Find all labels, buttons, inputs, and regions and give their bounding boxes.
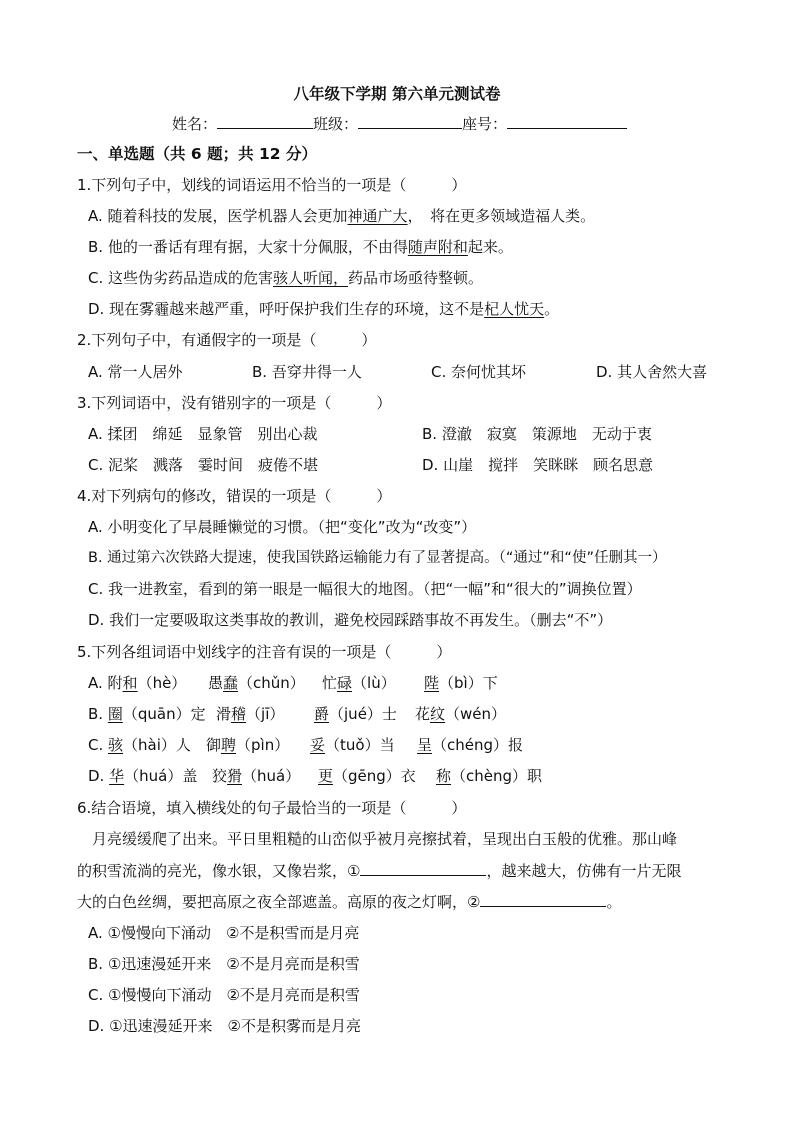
section-heading: 一、单选题（共 6 题；共 12 分） (77, 145, 317, 163)
q1-a-text: A. 随着科技的发展，医学机器人会更加 (88, 207, 348, 225)
q5-d-word-3: 更（gēng）衣 (318, 767, 416, 785)
q5-c-word-4: 呈（chéng）报 (417, 736, 524, 754)
question-1-stem: 1.下列句子中，划线的词语运用不恰当的一项是（ ） (77, 176, 467, 194)
q1-c-underlined: 骇人听闻， (273, 269, 349, 287)
q4-option-a[interactable]: A. 小明变化了早晨睡懒觉的习惯。（把“变化”改为“改变”） (88, 518, 477, 536)
q6-blank-1[interactable] (360, 861, 486, 876)
q2-option-a[interactable]: A. 常一人居外 (88, 363, 183, 381)
q1-c-text: C. 这些伪劣药品造成的危害 (88, 269, 274, 287)
student-info-row (172, 113, 627, 134)
q3-option-d[interactable]: D. 山崖 搅拌 笑眯眯 顾名思意 (422, 456, 654, 474)
question-3-stem: 3.下列词语中，没有错别字的一项是（ ） (77, 394, 392, 412)
q4-option-d[interactable]: D. 我们一定要吸取这类事故的教训，避免校园踩踏事故不再发生。（删去“不”） (88, 611, 613, 629)
q5-a-word-3: 忙碌（lù） (322, 674, 396, 692)
q1-d-underlined: 杞人忧天 (484, 300, 545, 318)
q5-c-word-3: 妥（tuǒ）当 (310, 736, 395, 754)
class-blank[interactable] (358, 113, 462, 129)
class-label: 班级： (313, 115, 359, 133)
name-label: 姓名： (172, 115, 218, 133)
question-4-stem: 4.对下列病句的修改，错误的一项是（ ） (77, 487, 392, 505)
q6-passage-line-3 (77, 892, 621, 912)
q2-option-c[interactable]: C. 奈何忧其坏 (431, 363, 527, 381)
q3-option-a[interactable]: A. 揉团 绵延 显象管 别出心裁 (88, 425, 318, 443)
q3-option-c[interactable]: C. 泥桨 溅落 霎时间 疲倦不堪 (88, 456, 319, 474)
q1-d-text: D. 现在雾霾越来越严重，呼吁保护我们生存的环境，这不是 (88, 300, 485, 318)
q1-b-text: B. 他的一番话有理有据，大家十分佩服，不由得 (88, 238, 408, 256)
q6-option-d[interactable]: D. ①迅速漫延开来 ②不是积雾而是月亮 (88, 1017, 361, 1035)
q6-p3-text: 大的白色丝绸，要把高原之夜全部遮盖。高原的夜之灯啊，② (77, 893, 481, 911)
q1-option-d[interactable] (88, 299, 559, 319)
question-2-stem: 2.下列句子中，有通假字的一项是（ ） (77, 331, 377, 349)
q5-a-word-1: A. 附和（hè） (88, 674, 187, 692)
q5-c-word-1: C. 骇（hài）人 (88, 736, 191, 754)
q1-b-text-end: 起来。 (467, 238, 513, 256)
page-title: 八年级下学期 第六单元测试卷 (293, 85, 501, 103)
question-5-stem: 5.下列各组词语中划线字的注音有误的一项是（ ） (77, 643, 452, 661)
q5-a-word-4: 陛（bì）下 (424, 674, 498, 692)
q6-option-b[interactable]: B. ①迅速漫延开来 ②不是月亮而是积雪 (88, 955, 360, 973)
q3-option-b[interactable]: B. 澄澈 寂寞 策源地 无动于衷 (422, 425, 652, 443)
q5-d-word-2: 狡猾（huá） (212, 767, 301, 785)
q1-b-underlined: 随声附和 (407, 238, 468, 256)
q1-option-a[interactable] (88, 206, 595, 226)
q5-b-word-1: B. 圈（quān）定 (88, 705, 206, 723)
q1-c-text-end: 药品市场亟待整顿。 (348, 269, 484, 287)
q5-b-word-2: 滑稽（jī） (216, 705, 285, 723)
q6-p3-text-end: 。 (606, 893, 622, 911)
q6-option-a[interactable]: A. ①慢慢向下涌动 ②不是积雪而是月亮 (88, 924, 360, 942)
q6-p2-text-end: ，越来越大，仿佛有一片无限 (486, 862, 682, 880)
q2-option-d[interactable]: D. 其人舍然大喜 (596, 363, 708, 381)
q1-option-b[interactable] (88, 237, 513, 257)
q5-b-word-4: 花纹（wén） (415, 705, 507, 723)
q1-a-text-end: ， 将在更多领域造福人类。 (407, 207, 596, 225)
seat-label: 座号： (462, 115, 508, 133)
question-6-stem: 6.结合语境，填入横线处的句子最恰当的一项是（ ） (77, 799, 467, 817)
q5-a-word-2: 愚蠢（chǔn） (208, 674, 305, 692)
q1-d-text-end: 。 (544, 300, 560, 318)
q6-p2-text: 的积雪流淌的亮光，像水银，又像岩浆，① (77, 862, 361, 880)
q5-b-word-3: 爵（jué）士 (314, 705, 397, 723)
q2-option-b[interactable]: B. 吾穿井得一人 (252, 363, 362, 381)
q5-d-word-1: D. 华（huá）盖 (88, 767, 198, 785)
q6-passage-line-2 (77, 861, 681, 881)
q4-option-c[interactable]: C. 我一进教室，看到的第一眼是一幅很大的地图。（把“一幅”和“很大的”调换位置） (88, 580, 642, 598)
q6-blank-2[interactable] (480, 892, 606, 907)
name-blank[interactable] (217, 113, 313, 129)
q4-option-b[interactable]: B. 通过第六次铁路大提速，使我国铁路运输能力有了显著提高。（“通过”和“使”任删其一） (88, 550, 667, 566)
q6-option-c[interactable]: C. ①慢慢向下涌动 ②不是月亮而是积雪 (88, 986, 360, 1004)
q6-passage-line-1: 月亮缓缓爬了出来。平日里粗糙的山峦似乎被月亮擦拭着，呈现出白玉般的优雅。那山峰 (92, 830, 678, 848)
q5-d-word-4: 称（chèng）职 (436, 767, 543, 785)
q1-option-c[interactable] (88, 268, 483, 288)
q1-a-underlined: 神通广大 (347, 207, 408, 225)
seat-blank[interactable] (507, 113, 627, 129)
q5-c-word-2: 御聘（pìn） (206, 736, 290, 754)
